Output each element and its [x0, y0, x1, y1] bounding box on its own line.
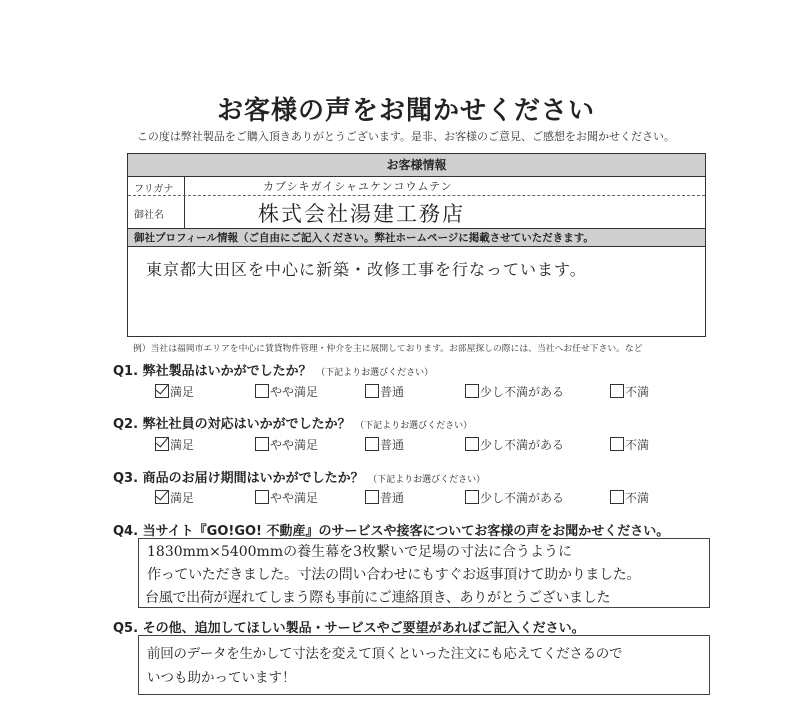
label-divider — [184, 177, 185, 195]
company-value: 株式会社湯建工務店 — [258, 202, 465, 226]
checkbox-checked[interactable] — [155, 490, 169, 504]
label-divider — [184, 196, 185, 228]
profile-value: 東京都大田区を中心に新築・改修工事を行なっています。 — [146, 260, 587, 279]
page-title: お客様の声をお聞かせください — [216, 96, 595, 126]
option-label: やや満足 — [270, 491, 319, 505]
intro-text: この度は弊社製品をご購入頂きありがとうございます。是非、お客様のご意見、ご感想をお聞かせください。 — [136, 130, 676, 143]
q3-option-normal[interactable] — [365, 489, 404, 506]
option-label: 不満 — [625, 438, 650, 452]
checkbox[interactable] — [365, 490, 379, 504]
question-2 — [113, 413, 472, 432]
option-label: 少し不満がある — [480, 385, 565, 399]
option-label: やや満足 — [270, 385, 319, 399]
q3-option-dissatisfied[interactable] — [610, 489, 649, 506]
checkbox[interactable] — [255, 437, 269, 451]
q3-options — [155, 489, 715, 505]
checkbox-checked[interactable] — [155, 437, 169, 451]
q2-option-dissatisfied[interactable] — [610, 436, 649, 453]
option-label: 普通 — [380, 438, 405, 452]
q1-option-dissatisfied[interactable] — [610, 383, 649, 400]
option-label: 満足 — [170, 385, 195, 399]
option-label: 普通 — [380, 385, 405, 399]
option-label: 満足 — [170, 491, 195, 505]
furigana-row — [128, 177, 705, 196]
furigana-value: カブシキガイシャユケンコウムテン — [263, 180, 453, 193]
option-label: 少し不満がある — [480, 491, 565, 505]
checkbox[interactable] — [610, 384, 624, 398]
question-number: Q5. — [113, 621, 139, 636]
question-subtext: （下記よりお選びください） — [316, 368, 434, 378]
profile-header-text: 御社プロフィール情報（ご自由にご記入ください。弊社ホームページに掲載させていただきます。 — [134, 232, 594, 244]
question-text: 商品のお届け期間はいかがでしたか？ — [142, 471, 364, 486]
answer-line: 台風で出荷が遅れてしまう際も事前にご連絡頂き、ありがとうございました — [145, 590, 611, 606]
q2-option-normal[interactable] — [365, 436, 404, 453]
customer-info-box — [127, 153, 706, 337]
q1-option-slightly-dissatisfied[interactable] — [465, 383, 564, 400]
question-number: Q3. — [113, 471, 139, 486]
answer-line: 作っていただきました。寸法の問い合わせにもすぐお返事頂けて助かりました。 — [147, 567, 641, 583]
question-subtext: （下記よりお選びください） — [355, 421, 473, 431]
question-number: Q2. — [113, 417, 139, 432]
question-4 — [113, 520, 669, 539]
question-1 — [113, 360, 433, 379]
q1-option-satisfied[interactable] — [155, 383, 194, 400]
checkbox[interactable] — [610, 437, 624, 451]
question-text: 弊社製品はいかがでしたか？ — [142, 364, 312, 379]
question-number: Q1. — [113, 364, 139, 379]
question-text: 弊社社員の対応はいかがでしたか？ — [142, 417, 351, 432]
checkbox[interactable] — [255, 384, 269, 398]
profile-example: 例）当社は福岡市エリアを中心に賃貸物件管理・仲介を主に展開しております。お部屋探しの際には、当社へお任せ下さい。など — [133, 344, 643, 354]
option-label: やや満足 — [270, 438, 319, 452]
checkbox[interactable] — [365, 437, 379, 451]
question-3 — [113, 467, 485, 486]
company-row — [128, 196, 705, 229]
checkbox[interactable] — [465, 490, 479, 504]
q1-option-normal[interactable] — [365, 383, 404, 400]
option-label: 満足 — [170, 438, 195, 452]
question-subtext: （下記よりお選びください） — [368, 475, 486, 485]
q1-options — [155, 383, 715, 399]
question-text: その他、追加してほしい製品・サービスやご要望があればご記入ください。 — [142, 621, 585, 636]
q5-answer-box[interactable] — [138, 635, 710, 695]
checkbox[interactable] — [365, 384, 379, 398]
furigana-label: フリガナ — [134, 184, 174, 195]
q3-option-satisfied[interactable] — [155, 489, 194, 506]
option-label: 不満 — [625, 385, 650, 399]
checkbox[interactable] — [465, 384, 479, 398]
question-5 — [113, 617, 585, 636]
checkbox[interactable] — [255, 490, 269, 504]
question-number: Q4. — [113, 524, 139, 539]
q2-option-somewhat-satisfied[interactable] — [255, 436, 318, 453]
q2-options — [155, 436, 715, 452]
customer-info-header: お客様情報 — [128, 154, 705, 177]
checkbox[interactable] — [610, 490, 624, 504]
company-label: 御社名 — [134, 210, 164, 221]
question-text: 当サイト『GO!GO! 不動産』のサービスや接客についてお客様の声をお聞かせください。 — [142, 524, 670, 539]
answer-line: 前回のデータを生かして寸法を変えて頂くといった注文にも応えてくださるので — [147, 646, 623, 662]
checkbox-checked[interactable] — [155, 384, 169, 398]
q3-option-somewhat-satisfied[interactable] — [255, 489, 318, 506]
q2-option-satisfied[interactable] — [155, 436, 194, 453]
option-label: 不満 — [625, 491, 650, 505]
q2-option-slightly-dissatisfied[interactable] — [465, 436, 564, 453]
answer-line: 1830mm×5400mmの養生幕を3枚繋いで足場の寸法に合うように — [147, 544, 572, 560]
q1-option-somewhat-satisfied[interactable] — [255, 383, 318, 400]
answer-line: いつも助かっています！ — [147, 670, 296, 686]
profile-header — [128, 229, 705, 247]
q4-answer-box[interactable] — [138, 538, 710, 608]
q3-option-slightly-dissatisfied[interactable] — [465, 489, 564, 506]
option-label: 少し不満がある — [480, 438, 565, 452]
option-label: 普通 — [380, 491, 405, 505]
checkbox[interactable] — [465, 437, 479, 451]
